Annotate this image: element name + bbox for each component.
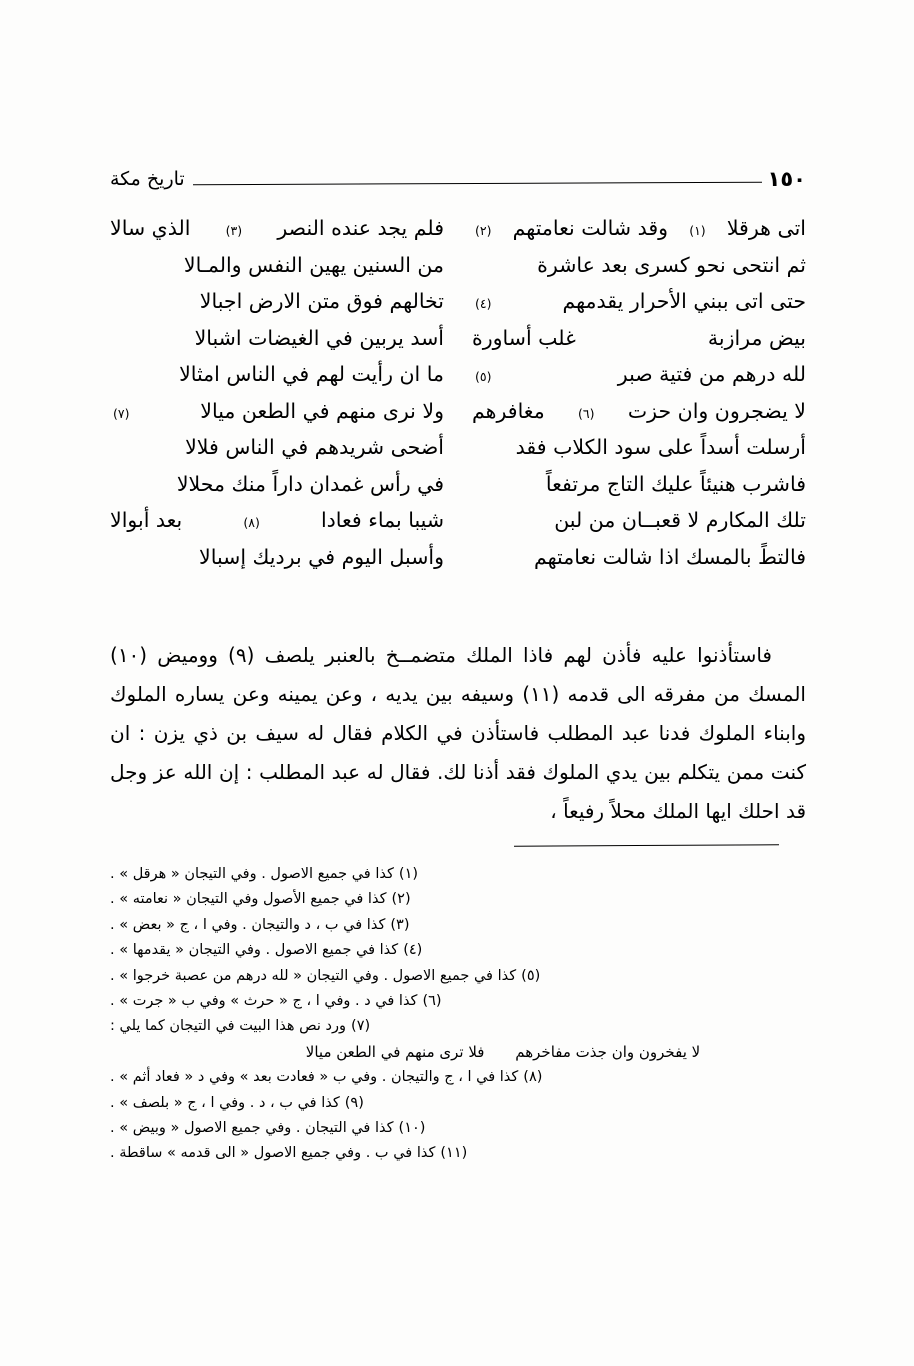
verse-line [110, 437, 444, 474]
footnote-number: ( ٤ ) [403, 942, 422, 958]
prose-paragraph: فاستأذنوا عليه فأذن لهم فاذا الملك متضمــخ بالعنبر يلصف (٩) ووميض (١٠) المسك من مفرقه الى قدمه (١١) وسيفه بين يديه ، وعن يمينه وعن يساره الملوك وابناء الملوك فدنا عبد المطلب فاستأذن في الكلام فقال له سيف بن ذي يزن : ان كنت ممن يتكلم بين يدي الملوك فقد أذنا لك. فقال له عبد المطلب : إن الله عز وجل قد احلك ايها الملك محلاً رفيعاً ، [110, 643, 806, 823]
footnote-number: ( ٣ ) [390, 917, 409, 933]
verse-column-left [110, 218, 444, 583]
footnote-ref[interactable]: ( ١ ) [689, 224, 706, 237]
hemistich: في رأس غمدان داراً منك محلالا [176, 471, 444, 496]
footnote-text: كذا في ب ، د . وفي ا ، ج « بلصف » . [110, 1094, 340, 1111]
verse-line [472, 325, 806, 365]
footnote-quoted-verse [110, 1040, 806, 1065]
footnote-ref[interactable]: ( ٧ ) [113, 407, 130, 420]
verse-line [472, 437, 806, 474]
prose-section [110, 636, 806, 831]
verse-line [110, 325, 444, 365]
footnote-item [110, 1065, 806, 1090]
hemistich: أسد يربين في الغيضات اشبالا [194, 325, 444, 350]
hemistich: لله درهم من فتية صبر [617, 362, 806, 386]
verse-line [472, 252, 806, 292]
verse-line [472, 471, 806, 511]
footnote-text: كذا في التيجان . وفي جميع الاصول « وبيض » . [110, 1120, 394, 1137]
footnote-number: ( ٩ ) [345, 1095, 364, 1111]
verse-line [472, 398, 806, 438]
footnote-text: كذا في ب ، د والتيجان . وفي ا ، ج « بعض » . [110, 916, 386, 933]
book-title: تاريخ مكة [110, 168, 185, 190]
running-head [110, 158, 806, 192]
hemistich: ما ان رأيت لهم في الناس امثالا [179, 362, 444, 386]
footnote-number: ( ١ ) [399, 866, 418, 882]
hemistich: بيض مرازبة [707, 325, 806, 350]
verse-line [472, 510, 806, 547]
footnote-text: كذا في جميع الاصول . وفي التيجان « هرقل » . [110, 866, 394, 882]
verse-line [472, 291, 806, 328]
hemistich: من السنين يهين النفس والمـالا [183, 252, 444, 277]
hemistich: ولا نرى منهم في الطعن ميالا [200, 398, 444, 423]
footnote-ref[interactable]: ( ٤ ) [475, 297, 492, 310]
footnote-number: ( ٢ ) [391, 891, 410, 907]
verse-line [472, 218, 806, 255]
hemistich: وقد شالت نعامتهم [512, 216, 669, 240]
footnote-item [110, 887, 806, 912]
hemistich: فلم يجد عنده النصر [277, 216, 444, 240]
footnote-number: ( ٥ ) [521, 968, 540, 984]
footnote-text: كذا في جميع الأصول وفي التيجان « نعامته » . [110, 891, 387, 908]
footnote-number: ( ٨ ) [523, 1069, 542, 1085]
hemistich: اتى هرقلا [726, 216, 806, 240]
verse-line [110, 364, 444, 401]
footnote-ref[interactable]: ( ٥ ) [475, 370, 492, 383]
hemistich: وأسبل اليوم في برديك إسبالا [199, 544, 444, 569]
verse-line [110, 510, 444, 547]
hemistich: لا يفخرون وان جذت مفاخرهم [515, 1042, 701, 1061]
footnote-item [110, 1091, 806, 1116]
verse-line [110, 218, 444, 255]
footnote-number: ( ٦ ) [422, 993, 441, 1009]
footnote-item [110, 1116, 806, 1141]
hemistich: غلب أساورة [472, 325, 576, 350]
footnote-item [110, 964, 806, 989]
hemistich: أرسلت أسداً على سود الكلاب فقد [515, 435, 806, 459]
verse-line [110, 471, 444, 511]
footnote-number: ( ١٠ ) [399, 1120, 426, 1136]
footnote-text: كذا في جميع الاصول . وفي التيجان « يقدمها » . [110, 942, 399, 959]
footnote-text: ورد نص هذا البيت في التيجان كما يلي : [110, 1018, 347, 1035]
footnotes-section [110, 862, 806, 1167]
hemistich: أضحى شريدهم في الناس فلالا [185, 435, 444, 459]
page-number: ١٥٠ [767, 167, 806, 191]
footnote-ref[interactable]: ( ٨ ) [243, 516, 260, 529]
hemistich: مغافرهم [472, 398, 545, 423]
verse-line [110, 252, 444, 292]
hemistich: لا يضجرون وان حزت [627, 398, 806, 423]
verse-column-right [472, 218, 806, 583]
footnote-number: ( ١١ ) [440, 1145, 467, 1161]
hemistich: الذي سالا [110, 216, 191, 240]
footnote-item [110, 1014, 806, 1039]
footnote-item [110, 1141, 806, 1166]
hemistich: شيبا بماء فعادا [320, 508, 444, 532]
hemistich: تخالهم فوق متن الارض اجبالا [199, 289, 444, 313]
footnote-separator-rule [514, 844, 779, 846]
verse-line [110, 291, 444, 328]
hemistich: فلا ترى منهم في الطعن ميالا [305, 1042, 485, 1061]
verse-line [472, 544, 806, 584]
footnote-item [110, 938, 806, 963]
footnote-text: كذا في ب . وفي جميع الاصول « الى قدمه » ساقطة . [110, 1145, 436, 1162]
hemistich: فاشرب هنيئاً عليك التاج مرتفعاً [545, 471, 806, 496]
footnote-item [110, 989, 806, 1014]
footnote-number: ( ٧ ) [351, 1018, 370, 1034]
footnote-text: كذا في د . وفي ا ، ج « حرث » وفي ب « جرت » . [110, 993, 418, 1010]
running-head-rule [193, 182, 762, 185]
footnote-text: كذا في ا ، ج والتيجان . وفي ب « فعادت بعد » وفي د « فعاد أثم » . [110, 1069, 519, 1086]
verse-line [110, 544, 444, 584]
footnote-text: كذا في جميع الاصول . وفي التيجان « لله درهم من عصبة خرجوا » . [110, 967, 517, 984]
hemistich: فالتطً بالمسك اذا شالت نعامتهم [533, 544, 806, 569]
footnote-ref[interactable]: ( ٦ ) [578, 407, 595, 420]
verse-line [110, 398, 444, 438]
hemistich: حتى اتى ببني الأحرار يقدمهم [562, 289, 806, 313]
footnote-ref[interactable]: ( ٣ ) [226, 224, 243, 237]
verse-line [472, 364, 806, 401]
hemistich: بعد أبوالا [110, 508, 183, 532]
verse-block [110, 218, 806, 583]
footnote-item [110, 913, 806, 938]
footnote-ref[interactable]: ( ٢ ) [475, 224, 492, 237]
hemistich: تلك المكارم لا قعبــان من لبن [554, 508, 806, 532]
hemistich: ثم انتحى نحو كسرى بعد عاشرة [537, 252, 806, 277]
footnote-item [110, 862, 806, 887]
